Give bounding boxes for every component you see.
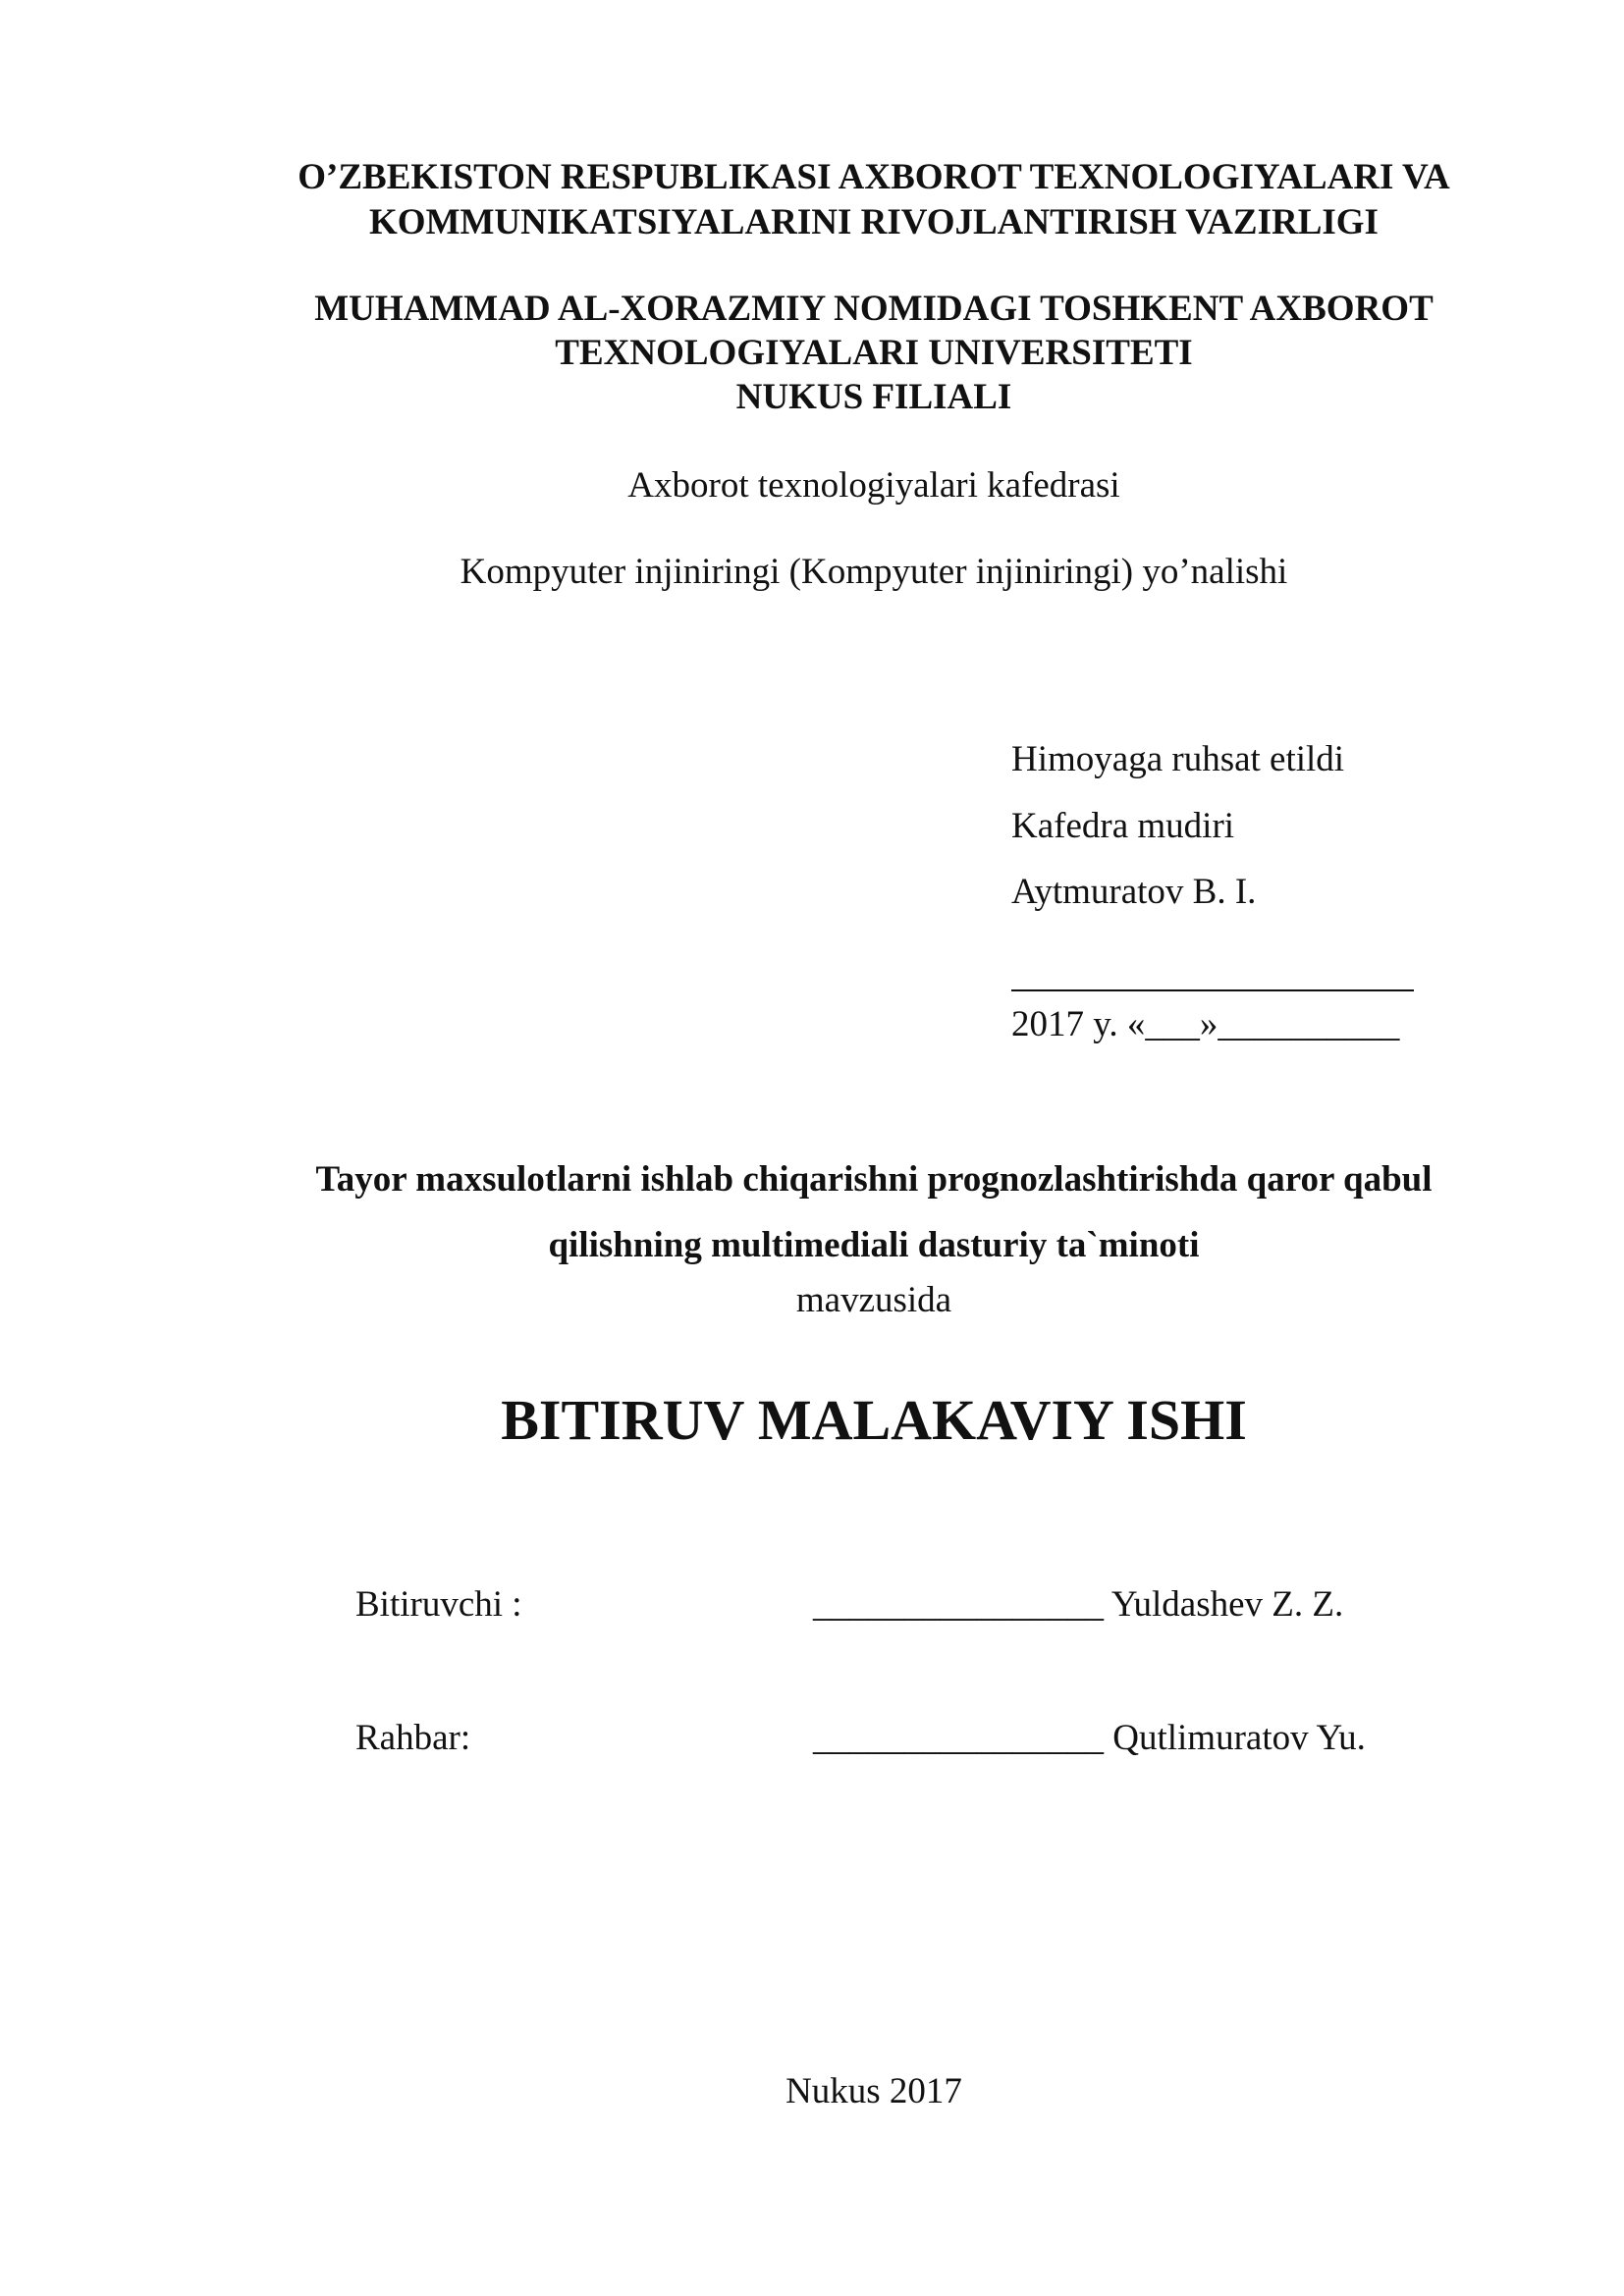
approval-line-position: Kafedra mudiri <box>1011 805 1235 846</box>
study-direction: Kompyuter injiniringi (Kompyuter injiniringi) yo’nalishi <box>460 552 1288 592</box>
university-line-3: NUKUS FILIALI <box>735 377 1012 417</box>
city-year: Nukus 2017 <box>785 2071 962 2111</box>
ministry-line-2: KOMMUNIKATSIYALARINI RIVOJLANTIRISH VAZIRLIGI <box>369 202 1379 242</box>
topic-line-2: qilishning multimediali dasturiy ta`minoti <box>548 1225 1200 1265</box>
supervisor-signer: ________________ Qutlimuratov Yu. <box>813 1718 1366 1758</box>
university-heading <box>177 287 1571 419</box>
graduate-label: Bitiruvchi : <box>355 1584 522 1625</box>
work-title: BITIRUV MALAKAVIY ISHI <box>501 1388 1247 1452</box>
signature-underline <box>1011 942 1414 991</box>
supervisor-label: Rahbar: <box>355 1718 471 1758</box>
graduate-signer: ________________ Yuldashev Z. Z. <box>813 1584 1344 1625</box>
topic-line-1: Tayor maxsulotlarni ishlab chiqarishni prognozlashtirishda qaror qabul <box>315 1159 1433 1200</box>
university-line-1: MUHAMMAD AL-XORAZMIY NOMIDAGI TOSHKENT AXBOROT <box>314 289 1434 329</box>
department-name: Axborot texnologiyalari kafedrasi <box>627 465 1120 506</box>
thesis-topic <box>177 1147 1571 1278</box>
topic-suffix: mavzusida <box>795 1280 952 1320</box>
ministry-line-1: O’ZBEKISTON RESPUBLIKASI AXBOROT TEXNOLOGIYALARI VA <box>298 157 1450 197</box>
approval-date-line: 2017 y. «___»__________ <box>1011 1004 1400 1044</box>
university-line-2: TEXNOLOGIYALARI UNIVERSITETI <box>555 333 1193 373</box>
approval-line-head-name: Aytmuratov B. I. <box>1011 872 1257 912</box>
approval-line-permission: Himoyaga ruhsat etildi <box>1011 739 1345 779</box>
approval-signature-line <box>1011 926 1414 992</box>
ministry-heading <box>177 155 1571 245</box>
approval-block <box>1011 726 1414 1058</box>
